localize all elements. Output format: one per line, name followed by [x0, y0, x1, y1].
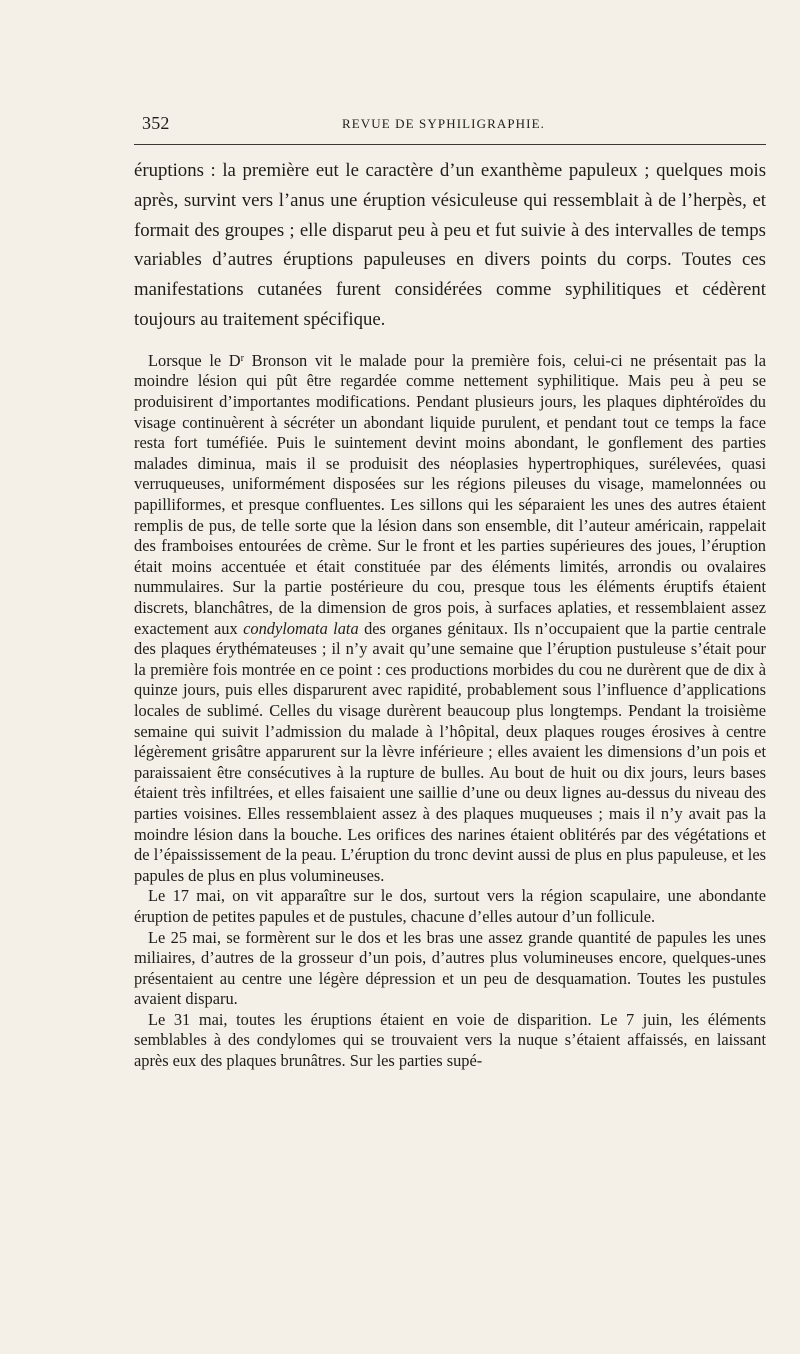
paragraph-bronson — [134, 349, 766, 886]
page-number: 352 — [142, 113, 170, 133]
intro-paragraph-block — [134, 156, 766, 335]
condylomata-lata-term: condylomata lata — [243, 618, 359, 638]
paragraph-bronson-text-2: Bronson vit le malade pour la première fois, celui-ci ne présentait pas la moindre lésion qui pût être regardée comme nettement syphilitique. Mais peu à peu se produisirent d’importantes modifications. Pendant plusieurs jours, les plaques diphtéroïdes du visage continuèrent à sécréter un abondant liquide purulent, et pendant tout ce temps la face resta fort tuméfiée. Puis le suintement devint moins abondant, le gonflement des parties malades diminua, mais il se produisit des néoplasies hypertrophiques, surélevées, quasi verruqueuses, uniformément disposées sur les régions pileuses du visage, mamelonnées ou papilliformes, et presque confluentes. Les sillons qui les séparaient les unes des autres étaient remplis de pus, de telle sorte que la lésion dans son ensemble, dit l’auteur américain, rappelait des framboises entourées de crème. Sur le front et les parties supérieures des joues, l’éruption était moins accentuée et était constituée par des éléments limités, arrondis ou ovalaires nummulaires. Sur la partie postérieure du cou, presque tous les éléments éruptifs étaient discrets, blanchâtres, de la dimension de gros pois, à surfaces aplaties, et ressemblaient assez exactement aux — [134, 350, 766, 638]
main-body-text — [134, 349, 766, 1072]
paragraph-17-mai: Le 17 mai, on vit apparaître sur le dos, surtout vers la région scapulaire, une abondante éruption de petites papules et de pustules, chacune d’elles autour d’un follicule. — [134, 886, 766, 926]
doctor-abbreviation-superscript: r — [240, 353, 245, 364]
page-header — [142, 113, 766, 137]
paragraph-31-mai: Le 31 mai, toutes les éruptions étaient en voie de disparition. Le 7 juin, les éléments semblables à des condylomes qui se trouvaient vers la nuque s’étaient affaissés, en laissant après eux des plaques brunâtres. Sur les parties supé- — [134, 1009, 766, 1071]
paragraph-bronson-text-3: des organes génitaux. Ils n’occupaient que la partie centrale des plaques érythémateuses ; il n’y avait qu’une semaine que l’éruption pustuleuse s’était pour la première fois montrée en ce point : ces productions morbides du cou ne durèrent que de dix à quinze jours, puis elles disparurent avec rapidité, probablement sous l’influence d’applications locales de sublimé. Celles du visage durèrent beaucoup plus longtemps. Pendant la troisième semaine qui suivit l’admission du malade à l’hôpital, deux plaques rouges érosives à centre légèrement grisâtre apparurent sur la lèvre inférieure ; elles avaient les dimensions d’un pois et paraissaient être consécutives à la rupture de bulles. Au bout de huit ou dix jours, leurs bases étaient très infiltrées, et elles faisaient une saillie d’une ou deux lignes au-dessus du niveau des parties voisines. Elles ressemblaient assez à des plaques muqueuses ; mais il n’y avait pas la moindre lésion dans la bouche. Les orifices des narines étaient oblitérés par des végétations et de l’épaississement de la peau. L’éruption du tronc devint aussi de plus en plus papuleuse, et les papules de plus en plus volumineuses. — [134, 618, 767, 885]
paragraph-bronson-text-1: Lorsque le D — [148, 350, 241, 370]
header-rule — [134, 144, 766, 145]
running-title: REVUE DE SYPHILIGRAPHIE. — [342, 116, 545, 131]
paragraph-25-mai: Le 25 mai, se formèrent sur le dos et les bras une assez grande quantité de papules les unes miliaires, d’autres de la grosseur d’un pois, d’autres plus volumineuses encore, quelques-unes présentaient au centre une légère dépression et un peu de desquamation. Toutes les pustules avaient disparu. — [134, 927, 766, 1009]
intro-paragraph: éruptions : la première eut le caractère d’un exanthème papuleux ; quelques mois après, survint vers l’anus une éruption vésiculeuse qui ressemblait à de l’herpès, et formait des groupes ; elle disparut peu à peu et fut suivie à des intervalles de temps variables d’autres éruptions papuleuses en divers points du corps. Toutes ces manifestations cutanées furent considérées comme syphilitiques et cédèrent toujours au traitement spécifique. — [134, 160, 766, 330]
